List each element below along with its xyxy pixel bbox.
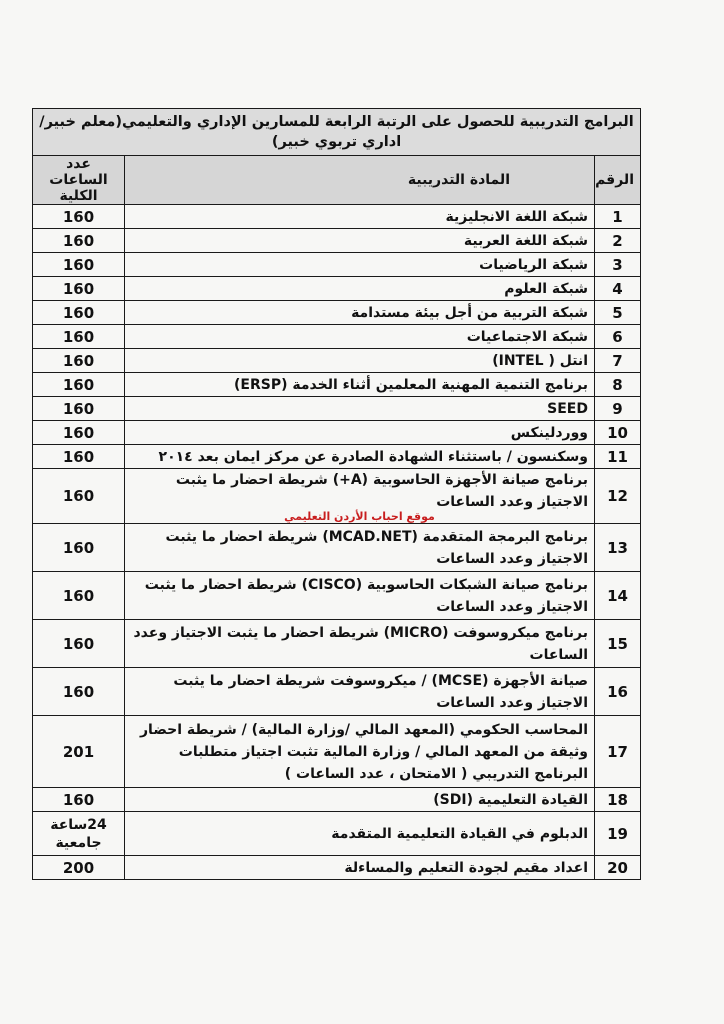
row-subject: شبكة العلوم: [125, 277, 595, 301]
row-number: 17: [595, 716, 641, 788]
row-subject: المحاسب الحكومي (المعهد المالي /وزارة المالية) / شريطة احضار وثيقة من المعهد المالي / وزارة المالية تثبت اجتياز متطلبات البرنامج التدريبي ( الامتحان ، عدد الساعات ): [125, 716, 595, 788]
row-subject: صيانة الأجهزة (MCSE) / ميكروسوفت شريطة احضار ما يثبت الاجتياز وعدد الساعات: [125, 668, 595, 716]
row-number: 15: [595, 620, 641, 668]
row-number: 16: [595, 668, 641, 716]
row-subject: اعداد مقيم لجودة التعليم والمساءلة: [125, 856, 595, 880]
row-subject: SEED: [125, 397, 595, 421]
row-hours: 160: [33, 253, 125, 277]
row-hours: 160: [33, 620, 125, 668]
row-hours: 160: [33, 788, 125, 812]
row-number: 10: [595, 421, 641, 445]
row-number: 7: [595, 349, 641, 373]
row-hours: 200: [33, 856, 125, 880]
row-number: 3: [595, 253, 641, 277]
row-hours: 160: [33, 668, 125, 716]
row-subject: شبكة الاجتماعيات: [125, 325, 595, 349]
row-hours: 160: [33, 349, 125, 373]
training-programs-table: [32, 108, 641, 880]
table-row: [33, 620, 641, 668]
row-hours: 160: [33, 229, 125, 253]
table-row: [33, 716, 641, 788]
table-row: [33, 229, 641, 253]
row-subject: شبكة التربية من أجل بيئة مستدامة: [125, 301, 595, 325]
row-subject: برنامج ميكروسوفت (MICRO) شريطة احضار ما يثبت الاجتياز وعدد الساعات: [125, 620, 595, 668]
header-number: الرقم: [595, 156, 641, 205]
table-row: [33, 788, 641, 812]
row-hours: 160: [33, 469, 125, 524]
table-row: [33, 421, 641, 445]
row-hours: 160: [33, 421, 125, 445]
row-number: 13: [595, 524, 641, 572]
row-hours: 160: [33, 373, 125, 397]
row-number: 19: [595, 812, 641, 856]
row-number: 14: [595, 572, 641, 620]
row-hours: 160: [33, 397, 125, 421]
row-number: 1: [595, 205, 641, 229]
table-row: [33, 572, 641, 620]
row-hours: 160: [33, 301, 125, 325]
header-hours: عدد الساعات الكلية: [33, 156, 125, 205]
table-row: [33, 469, 641, 524]
row-subject: برنامج صيانة الأجهزة الحاسوبية (A+) شريطة احضار ما يثبت الاجتياز وعدد الساعات: [175, 472, 588, 510]
table-row: [33, 668, 641, 716]
row-hours: 160: [33, 524, 125, 572]
table-row: [33, 397, 641, 421]
table-title: البرامج التدريبية للحصول على الرتبة الرابعة للمسارين الإداري والتعليمي(معلم خبير/اداري تربوي خبير): [33, 109, 641, 156]
row-number: 8: [595, 373, 641, 397]
row-hours: 201: [33, 716, 125, 788]
table-row: [33, 325, 641, 349]
row-number: 11: [595, 445, 641, 469]
table-row: [33, 373, 641, 397]
table-row: [33, 812, 641, 856]
row-subject: الدبلوم في القيادة التعليمية المتقدمة: [125, 812, 595, 856]
table-row: [33, 524, 641, 572]
row-hours: 160: [33, 205, 125, 229]
table-row: [33, 277, 641, 301]
table-row: [33, 856, 641, 880]
row-hours: 160: [33, 325, 125, 349]
row-hours: 24ساعة جامعية: [33, 812, 125, 856]
table-header-row: [33, 156, 641, 205]
row-subject: شبكة الرياضيات: [125, 253, 595, 277]
row-number: 18: [595, 788, 641, 812]
row-subject: وسكنسون / باستثناء الشهادة الصادرة عن مركز ايمان بعد ٢٠١٤: [125, 445, 595, 469]
row-number: 9: [595, 397, 641, 421]
table-row: [33, 301, 641, 325]
row-number: 4: [595, 277, 641, 301]
row-number: 6: [595, 325, 641, 349]
row-subject: انتل ( INTEL): [125, 349, 595, 373]
row-subject: برنامج صيانة الشبكات الحاسوبية (CISCO) شريطة احضار ما يثبت الاجتياز وعدد الساعات: [125, 572, 595, 620]
table-row: [33, 205, 641, 229]
site-watermark: موقع احباب الأردن التعليمي: [284, 510, 435, 523]
row-subject: شبكة اللغة الانجليزية: [125, 205, 595, 229]
row-hours: 160: [33, 572, 125, 620]
table-row: [33, 445, 641, 469]
row-number: 2: [595, 229, 641, 253]
row-subject: القيادة التعليمية (SDI): [125, 788, 595, 812]
row-number: 12: [595, 469, 641, 524]
table-row: [33, 253, 641, 277]
row-hours: 160: [33, 277, 125, 301]
row-subject-cell: [125, 469, 595, 524]
row-subject: ووردلينكس: [125, 421, 595, 445]
row-subject: برنامج التنمية المهنية المعلمين أثناء الخدمة (ERSP): [125, 373, 595, 397]
row-hours: 160: [33, 445, 125, 469]
row-subject: شبكة اللغة العربية: [125, 229, 595, 253]
row-number: 20: [595, 856, 641, 880]
row-number: 5: [595, 301, 641, 325]
header-subject: المادة التدريبية: [125, 156, 595, 205]
row-subject: برنامج البرمجة المتقدمة (MCAD.NET) شريطة احضار ما يثبت الاجتياز وعدد الساعات: [125, 524, 595, 572]
table-title-row: [33, 109, 641, 156]
table-row: [33, 349, 641, 373]
